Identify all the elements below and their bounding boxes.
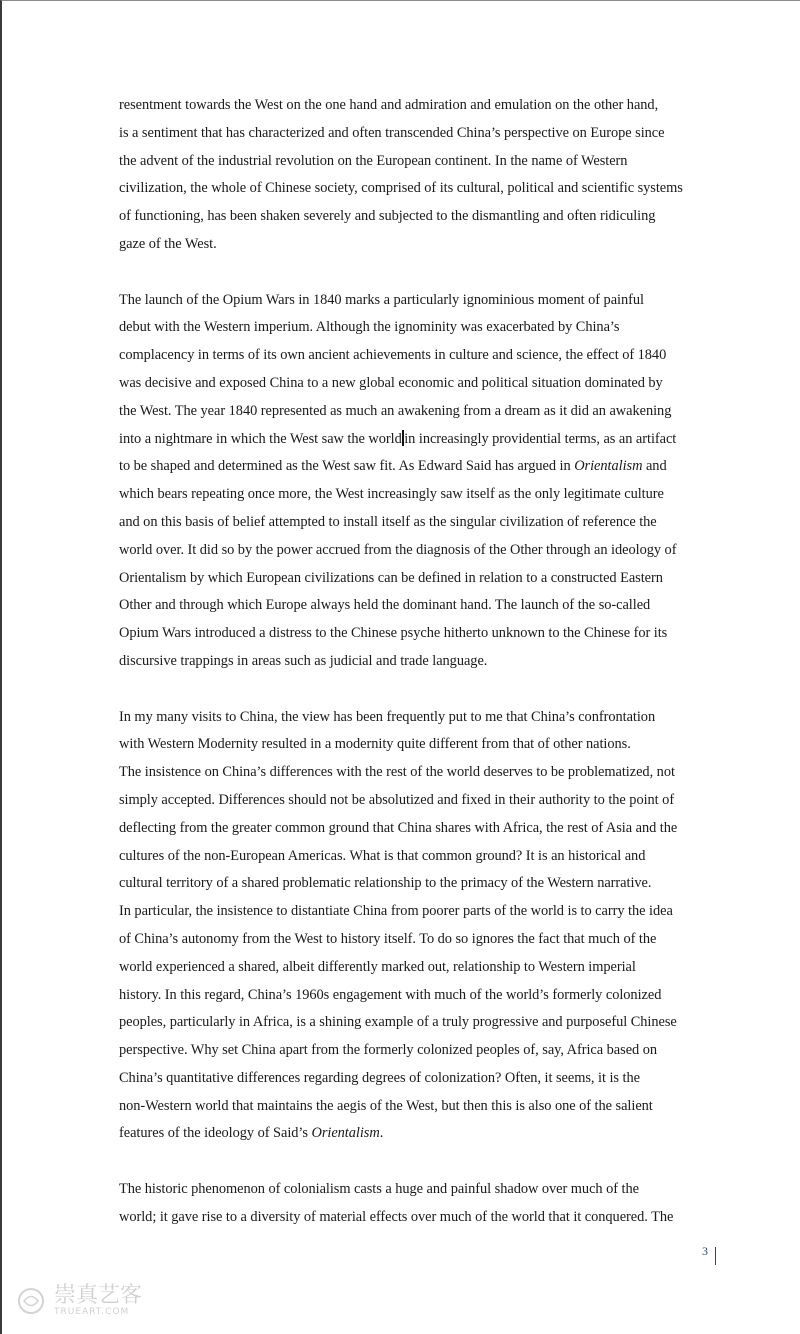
text-line: Other and through which Europe always held the dominant hand. The launch of the so-called xyxy=(119,597,651,614)
text-line: perspective. Why set China apart from the formerly colonized peoples of, say, Africa based on xyxy=(119,1042,658,1059)
text-line: cultures of the non-European Americas. What is that common ground? It is an historical and xyxy=(119,847,646,864)
text-line: world experienced a shared, albeit differently marked out, relationship to Western imperial xyxy=(119,958,636,975)
text-segment: and xyxy=(642,458,667,475)
text-line: the advent of the industrial revolution on the European continent. In the name of Western xyxy=(119,152,628,169)
paragraph-3 xyxy=(119,704,711,1149)
watermark-logo-icon xyxy=(14,1286,48,1316)
text-segment: into a nightmare in which the West saw the world xyxy=(119,430,402,447)
text-line xyxy=(119,1120,711,1148)
text-line: is a sentiment that has characterized and often transcended China’s perspective on Europe since xyxy=(119,124,665,141)
text-line: deflecting from the greater common ground that China shares with Africa, the rest of Asia and the xyxy=(119,819,678,836)
text-line-with-cursor[interactable] xyxy=(119,426,711,454)
watermark xyxy=(14,1285,142,1317)
italic-title: Orientalism xyxy=(311,1125,380,1142)
page-number-divider xyxy=(715,1247,716,1265)
text-line: Orientalism by which European civilizations can be defined in relation to a constructed Eastern xyxy=(119,569,663,586)
text-line: peoples, particularly in Africa, is a shining example of a truly progressive and purposeful Chinese xyxy=(119,1014,677,1031)
text-line: The historic phenomenon of colonialism casts a huge and painful shadow over much of the xyxy=(119,1181,639,1198)
text-line: resentment towards the West on the one hand and admiration and emulation on the other hand, xyxy=(119,97,659,113)
text-line: of functioning, has been shaken severely and subjected to the dismantling and often ridiculing xyxy=(119,208,656,225)
text-line: world; it gave rise to a diversity of material effects over much of the world that it conquered. The xyxy=(119,1208,674,1225)
text-line: The launch of the Opium Wars in 1840 marks a particularly ignominious moment of painful xyxy=(119,291,644,308)
text-line: The insistence on China’s differences with the rest of the world deserves to be problematized, not xyxy=(119,764,675,781)
text-line: In my many visits to China, the view has been frequently put to me that China’s confrontation xyxy=(119,708,656,725)
text-line: simply accepted. Differences should not be absolutized and fixed in their authority to the point of xyxy=(119,791,675,808)
italic-title: Orientalism xyxy=(574,458,643,475)
text-line: which bears repeating once more, the West increasingly saw itself as the only legitimate culture xyxy=(119,486,664,503)
text-line: was decisive and exposed China to a new global economic and political situation dominated by xyxy=(119,374,663,391)
text-line: history. In this regard, China’s 1960s engagement with much of the world’s formerly colonized xyxy=(119,986,662,1003)
text-segment: . xyxy=(379,1125,384,1142)
text-line: gaze of the West. xyxy=(119,235,217,252)
text-line: non-Western world that maintains the aegis of the West, but then this is also one of the salient xyxy=(119,1097,653,1114)
text-line: complacency in terms of its own ancient achievements in culture and science, the effect of 1840 xyxy=(119,347,667,364)
text-line: discursive trappings in areas such as judicial and trade language. xyxy=(119,652,488,669)
text-segment: to be shaped and determined as the West saw fit. As Edward Said has argued in xyxy=(119,458,575,475)
text-line: In particular, the insistence to distantiate China from poorer parts of the world is to carry the idea xyxy=(119,903,673,920)
document-body xyxy=(119,92,711,1259)
text-segment: features of the ideology of Said’s xyxy=(119,1125,312,1142)
text-line: of China’s autonomy from the West to history itself. To do so ignores the fact that much of the xyxy=(119,930,657,947)
paragraph-2 xyxy=(119,287,711,676)
text-line: and on this basis of belief attempted to install itself as the singular civilization of reference the xyxy=(119,513,657,530)
page-number: 3 xyxy=(702,1244,708,1258)
text-segment: in increasingly providential terms, as an artifact xyxy=(404,430,677,447)
watermark-text-block xyxy=(54,1285,142,1317)
watermark-subtitle: TRUEART.COM xyxy=(54,1307,130,1317)
watermark-title: 崇真艺客 xyxy=(54,1283,143,1308)
text-line: Opium Wars introduced a distress to the Chinese psyche hitherto unknown to the Chinese for its xyxy=(119,625,668,642)
text-line: world over. It did so by the power accrued from the diagnosis of the Other through an ideology of xyxy=(119,541,677,558)
paragraph-4 xyxy=(119,1176,711,1232)
text-line: with Western Modernity resulted in a modernity quite different from that of other nations. xyxy=(119,736,631,753)
text-line xyxy=(119,453,711,481)
text-line: civilization, the whole of Chinese society, comprised of its cultural, political and scientific systems xyxy=(119,180,683,197)
paragraph-1 xyxy=(119,92,711,259)
text-line: cultural territory of a shared problematic relationship to the primacy of the Western narrative. xyxy=(119,875,652,892)
text-line: the West. The year 1840 represented as much an awakening from a dream as it did an awakening xyxy=(119,402,672,419)
text-line: debut with the Western imperium. Although the ignominity was exacerbated by China’s xyxy=(119,319,620,336)
text-line: China’s quantitative differences regarding degrees of colonization? Often, it seems, it is the xyxy=(119,1069,640,1086)
